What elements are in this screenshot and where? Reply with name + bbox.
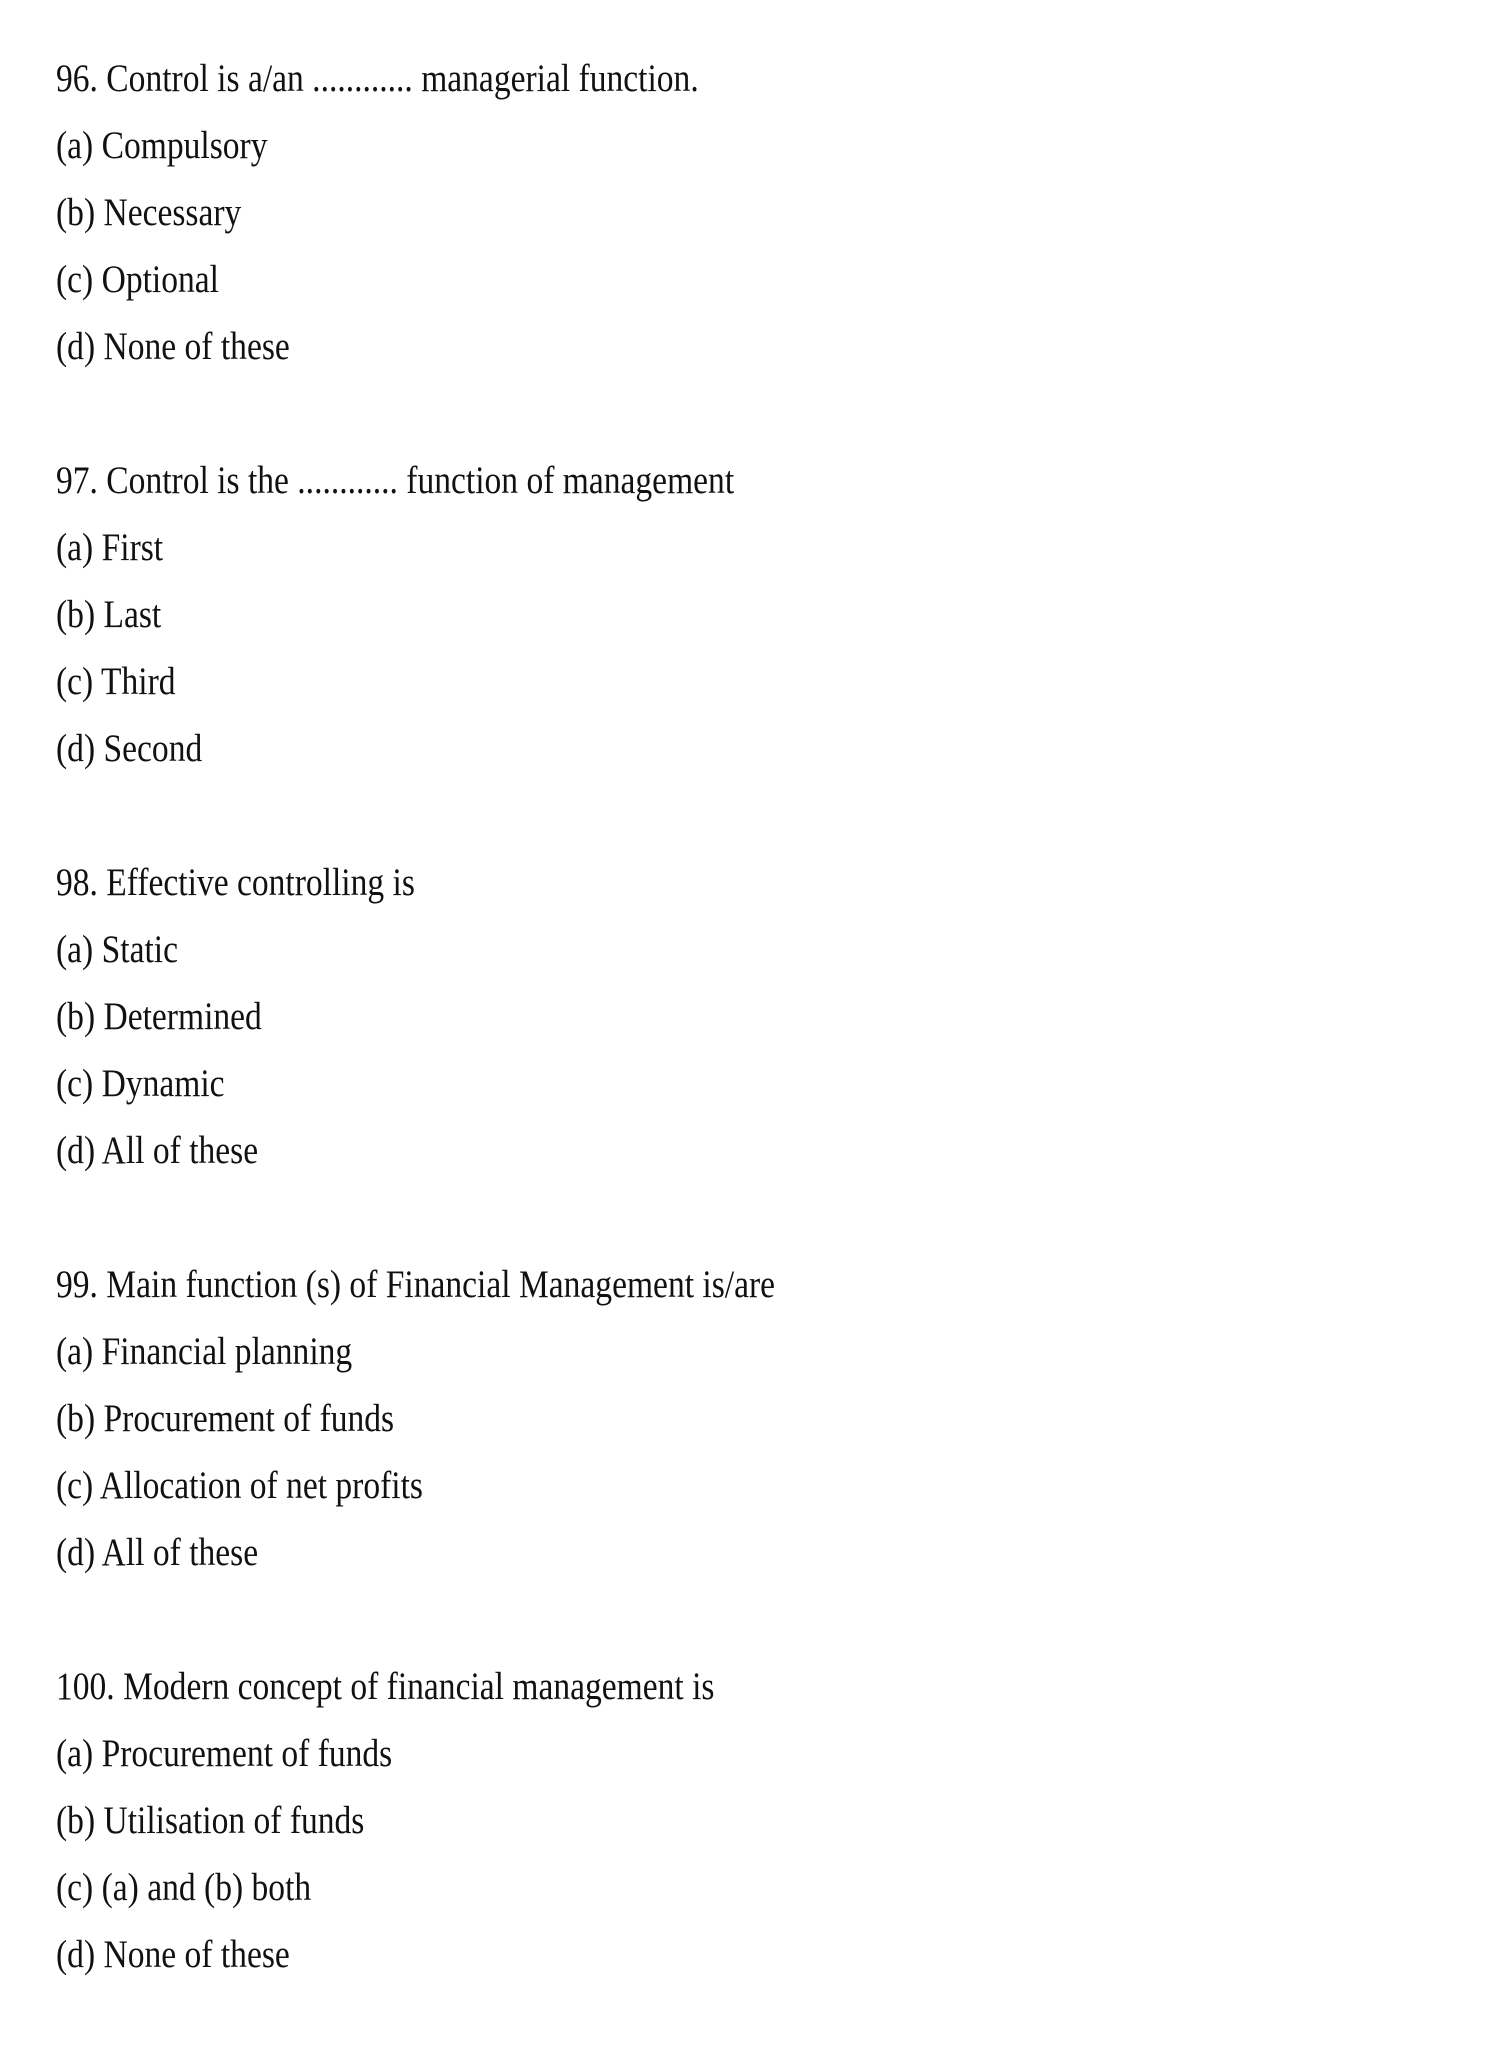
- option-b: (b) Procurement of funds: [56, 1397, 395, 1440]
- option-a: (a) Procurement of funds: [56, 1732, 393, 1775]
- option-c: (c) Allocation of net profits: [56, 1464, 423, 1507]
- question-97: [56, 447, 892, 782]
- question-text: 100. Modern concept of financial management is: [56, 1665, 715, 1708]
- question-text: 97. Control is the ............ function of management: [56, 459, 735, 502]
- question-text: 98. Effective controlling is: [56, 861, 415, 904]
- option-a: (a) Static: [56, 928, 178, 971]
- option-c: (c) Third: [56, 660, 176, 703]
- question-text: 99. Main function (s) of Financial Management is/are: [56, 1263, 776, 1306]
- option-a: (a) Compulsory: [56, 124, 268, 167]
- question-text: 96. Control is a/an ............ managerial function.: [56, 57, 699, 100]
- option-d: (d) All of these: [56, 1129, 259, 1172]
- question-96: [56, 45, 892, 380]
- option-d: (d) None of these: [56, 1933, 290, 1976]
- option-b: (b) Last: [56, 593, 162, 636]
- option-c: (c) Dynamic: [56, 1062, 225, 1105]
- option-d: (d) None of these: [56, 325, 290, 368]
- question-100: [56, 1653, 892, 1988]
- option-c: (c) Optional: [56, 258, 219, 301]
- question-99: [56, 1251, 892, 1586]
- option-b: (b) Utilisation of funds: [56, 1799, 365, 1842]
- option-b: (b) Necessary: [56, 191, 242, 234]
- option-d: (d) All of these: [56, 1531, 259, 1574]
- question-page: [56, 45, 892, 2055]
- option-a: (a) First: [56, 526, 164, 569]
- question-98: [56, 849, 892, 1184]
- option-b: (b) Determined: [56, 995, 262, 1038]
- option-c: (c) (a) and (b) both: [56, 1866, 312, 1909]
- option-d: (d) Second: [56, 727, 203, 770]
- option-a: (a) Financial planning: [56, 1330, 353, 1373]
